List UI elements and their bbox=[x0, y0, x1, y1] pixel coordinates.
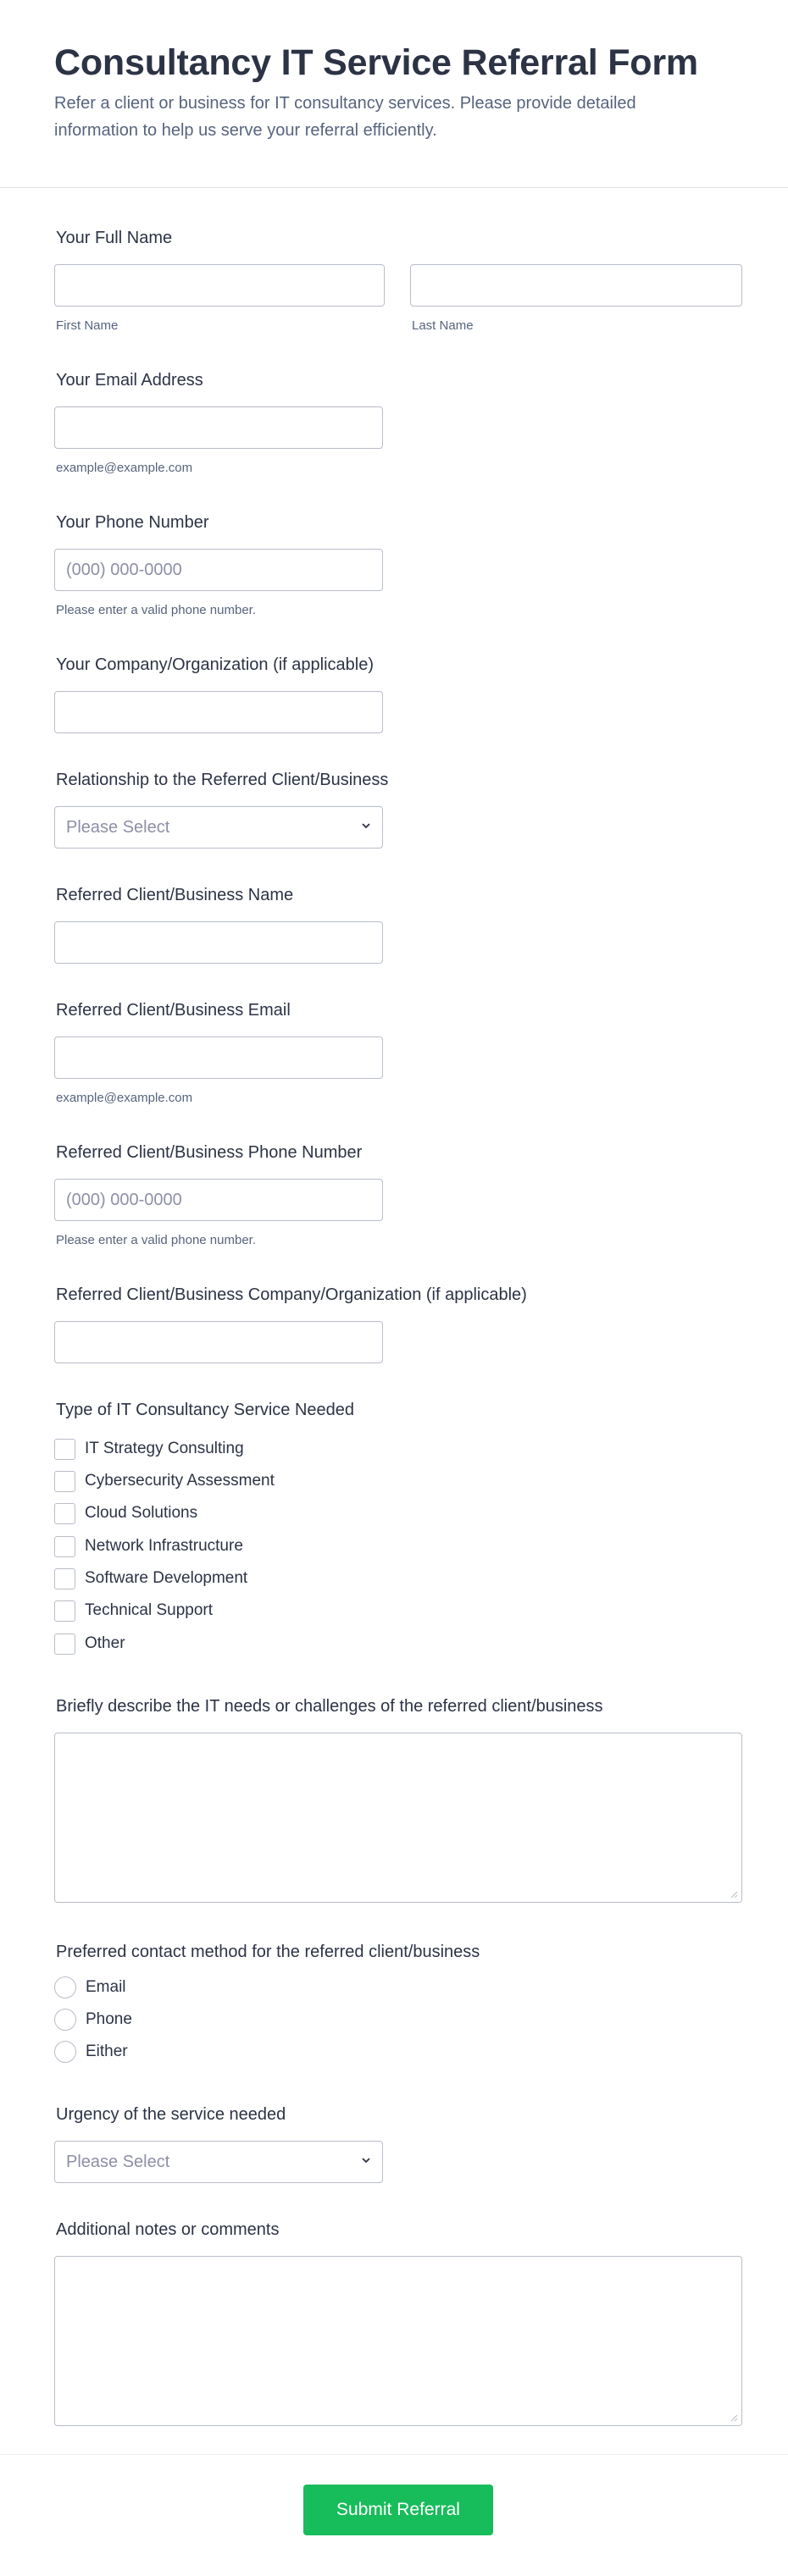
checkbox[interactable] bbox=[54, 1568, 75, 1589]
option-label: Phone bbox=[86, 2010, 132, 2028]
needs-textarea[interactable] bbox=[54, 1733, 742, 1903]
radio[interactable] bbox=[54, 1976, 76, 1998]
services-label: Type of IT Consultancy Service Needed bbox=[56, 1401, 355, 1419]
service-option[interactable] bbox=[54, 1535, 243, 1557]
contact-option[interactable] bbox=[54, 2009, 132, 2031]
checkbox[interactable] bbox=[54, 1600, 75, 1622]
service-option[interactable] bbox=[54, 1633, 125, 1655]
urgency-label: Urgency of the service needed bbox=[56, 2105, 286, 2124]
radio[interactable] bbox=[54, 2041, 76, 2063]
option-label: Technical Support bbox=[85, 1601, 214, 1619]
ref-email-label: Referred Client/Business Email bbox=[56, 1001, 291, 1020]
last-name-input[interactable] bbox=[410, 264, 742, 307]
option-label: Other bbox=[85, 1634, 125, 1652]
first-name-input[interactable] bbox=[54, 264, 385, 307]
service-option[interactable] bbox=[54, 1438, 244, 1460]
service-option[interactable] bbox=[54, 1600, 213, 1622]
email-label: Your Email Address bbox=[56, 371, 203, 390]
resize-handle-icon[interactable] bbox=[730, 1891, 738, 1899]
option-label: Cybersecurity Assessment bbox=[85, 1472, 275, 1490]
needs-label: Briefly describe the IT needs or challenges of the referred client/business bbox=[56, 1697, 603, 1716]
checkbox[interactable] bbox=[54, 1633, 75, 1655]
ref-phone-input[interactable] bbox=[54, 1179, 383, 1221]
last-name-sublabel: Last Name bbox=[412, 318, 474, 333]
contact-option[interactable] bbox=[54, 1976, 126, 1998]
ref-company-input[interactable] bbox=[54, 1321, 383, 1363]
checkbox[interactable] bbox=[54, 1439, 75, 1460]
phone-input[interactable] bbox=[54, 549, 383, 591]
resize-handle-icon[interactable] bbox=[730, 2414, 738, 2422]
relationship-select[interactable] bbox=[54, 806, 383, 849]
ref-phone-sublabel: Please enter a valid phone number. bbox=[56, 1233, 256, 1247]
submit-button[interactable]: Submit Referral bbox=[303, 2485, 493, 2535]
urgency-selected-value: Please Select bbox=[66, 2152, 170, 2171]
full-name-label: Your Full Name bbox=[56, 229, 173, 247]
chevron-down-icon bbox=[362, 2156, 370, 2164]
urgency-select[interactable] bbox=[54, 2141, 383, 2183]
notes-textarea[interactable] bbox=[54, 2256, 742, 2426]
checkbox[interactable] bbox=[54, 1503, 75, 1524]
option-label: IT Strategy Consulting bbox=[85, 1440, 244, 1457]
checkbox[interactable] bbox=[54, 1536, 75, 1557]
phone-sublabel: Please enter a valid phone number. bbox=[56, 603, 256, 617]
ref-phone-label: Referred Client/Business Phone Number bbox=[56, 1143, 363, 1162]
contact-method-label: Preferred contact method for the referred client/business bbox=[56, 1943, 480, 1961]
phone-label: Your Phone Number bbox=[56, 513, 209, 532]
company-input[interactable] bbox=[54, 691, 383, 733]
option-label: Either bbox=[86, 2043, 128, 2060]
option-label: Software Development bbox=[85, 1569, 248, 1587]
ref-company-label: Referred Client/Business Company/Organization (if applicable) bbox=[56, 1285, 527, 1304]
checkbox[interactable] bbox=[54, 1471, 75, 1492]
relationship-label: Relationship to the Referred Client/Business bbox=[56, 771, 389, 789]
form-header bbox=[0, 0, 788, 188]
company-label: Your Company/Organization (if applicable) bbox=[56, 655, 375, 674]
form-subtitle: Refer a client or business for IT consultancy services. Please provide detailed information to help us serve your referral efficiently. bbox=[54, 94, 636, 140]
ref-email-sublabel: example@example.com bbox=[56, 1091, 193, 1105]
email-input[interactable] bbox=[54, 406, 383, 449]
ref-name-input[interactable] bbox=[54, 921, 383, 964]
service-option[interactable] bbox=[54, 1470, 275, 1492]
ref-email-input[interactable] bbox=[54, 1036, 383, 1079]
contact-option[interactable] bbox=[54, 2041, 128, 2063]
form-title: Consultancy IT Service Referral Form bbox=[54, 42, 698, 83]
radio[interactable] bbox=[54, 2009, 76, 2031]
first-name-sublabel: First Name bbox=[56, 318, 119, 333]
email-sublabel: example@example.com bbox=[56, 461, 193, 475]
option-label: Network Infrastructure bbox=[85, 1537, 243, 1555]
notes-label: Additional notes or comments bbox=[56, 2220, 280, 2239]
service-option[interactable] bbox=[54, 1567, 247, 1589]
service-option[interactable] bbox=[54, 1502, 197, 1524]
option-label: Cloud Solutions bbox=[85, 1504, 198, 1522]
ref-name-label: Referred Client/Business Name bbox=[56, 886, 294, 904]
chevron-down-icon bbox=[362, 821, 370, 830]
option-label: Email bbox=[86, 1978, 126, 1996]
relationship-selected-value: Please Select bbox=[66, 817, 170, 837]
